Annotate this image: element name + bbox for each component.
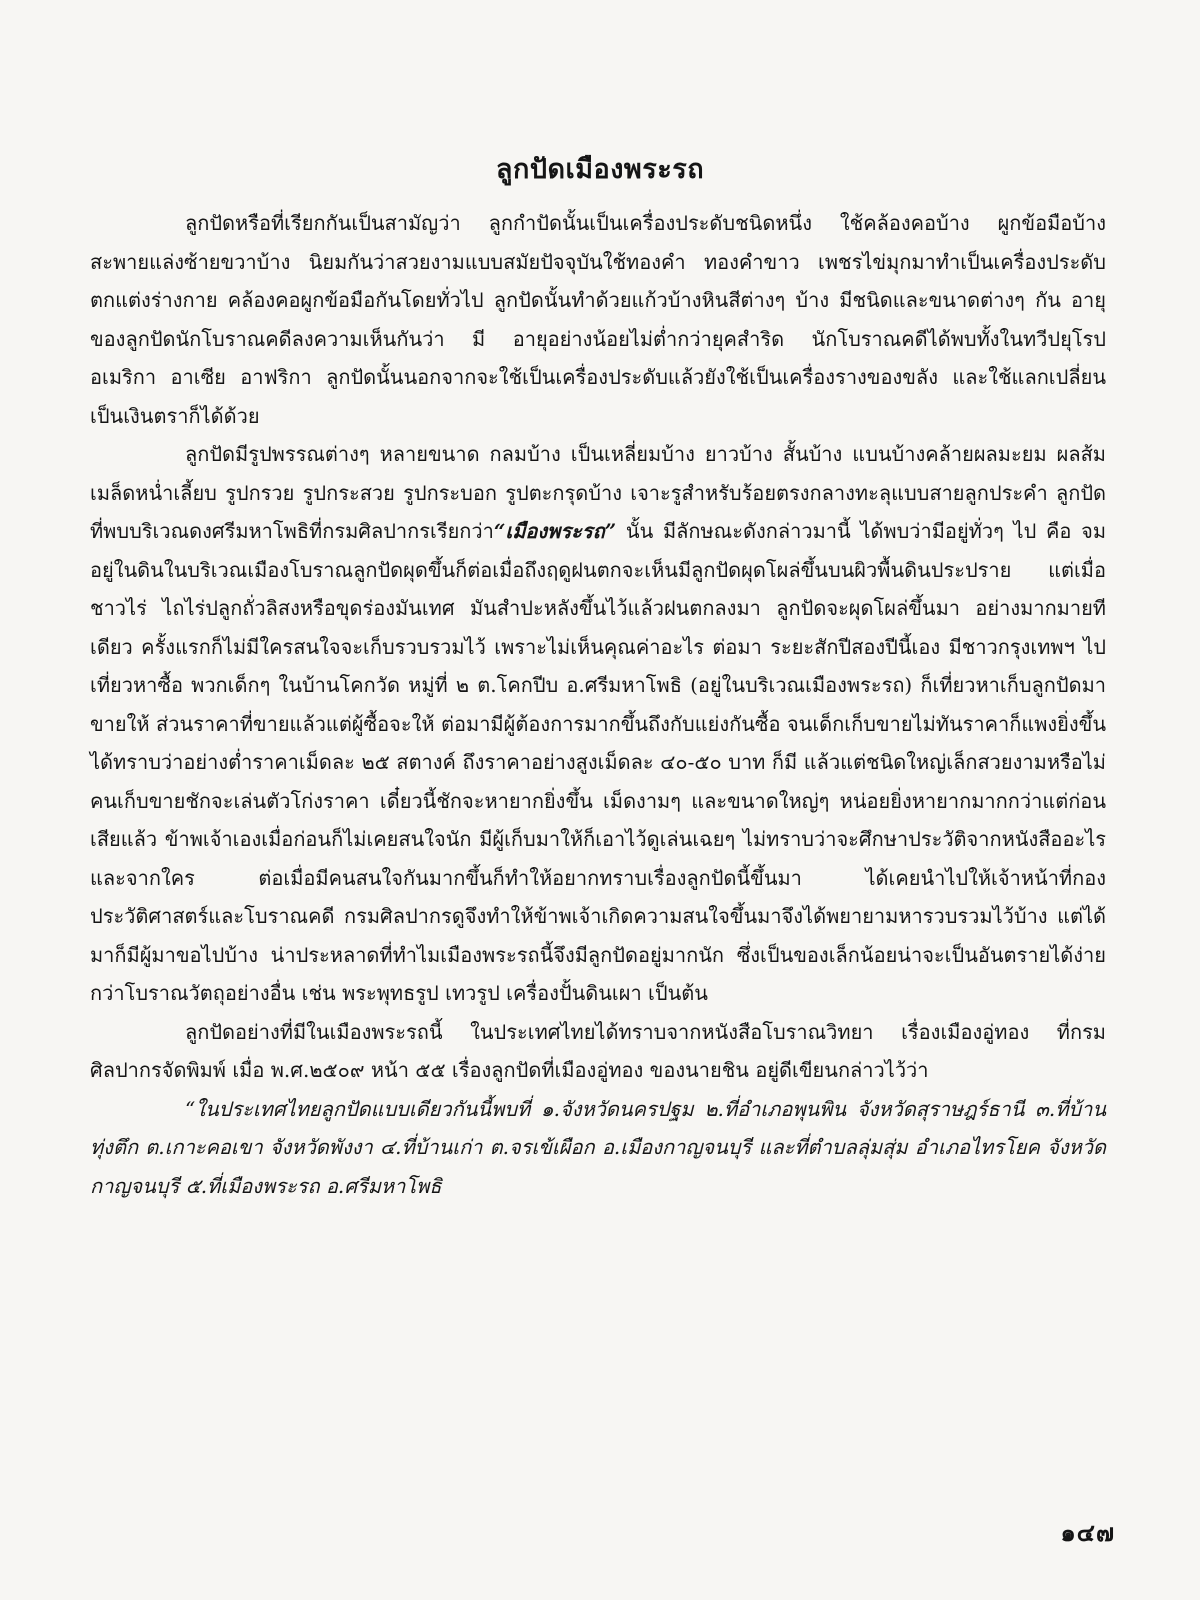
page-number: ๑๔๗	[1060, 1518, 1115, 1547]
paragraph-2-text-end: นั้น มีลักษณะดังกล่าวมานี้ ได้พบว่ามีอยู่ทั่วๆ ไป คือ จมอยู่ในดินในบริเวณเมืองโบราณลูกปัดผุดขึ้นก็ต่อเมื่อถึงฤดูฝนตกจะเห็นมีลูกปัดผุดโผล่ขึ้นบนผิวพื้นดินประปราย แต่เมื่อชาวไร่ ไถไร่ปลูกถั่วลิสงหรือขุดร่องมันเทศ มันสำปะหลังขึ้นไว้แล้วฝนตกลงมา ลูกปัดจะผุดโผล่ขึ้นมา อย่างมากมายทีเดียว ครั้งแรกก็ไม่มีใครสนใจจะเก็บรวบรวมไว้ เพราะไม่เห็นคุณค่าอะไร ต่อมา ระยะสักปีสองปีนี้เอง มีชาวกรุงเทพฯ ไปเที่ยวหาซื้อ พวกเด็กๆ ในบ้านโคกวัด หมู่ที่ ๒ ต.โคกปีบ อ.ศรีมหาโพธิ (อยู่ในบริเวณเมืองพระรถ) ก็เที่ยวหาเก็บลูกปัดมาขายให้ ส่วนราคาที่ขายแล้วแต่ผู้ซื้อจะให้ ต่อมามีผู้ต้องการมากขึ้นถึงกับแย่งกันซื้อ จนเด็กเก็บขายไม่ทันราคาก็แพงยิ่งขึ้น ได้ทราบว่าอย่างต่ำราคาเม็ดละ ๒๕ สตางค์ ถึงราคาอย่างสูงเม็ดละ ๔๐-๕๐ บาท ก็มี แล้วแต่ชนิดใหญ่เล็กสวยงามหรือไม่ คนเก็บขายชักจะเล่นตัวโก่งราคา เดี๋ยวนี้ชักจะหายากยิ่งขึ้น เม็ดงามๆ และขนาดใหญ่ๆ หน่อยยิ่งหายากมากกว่าแต่ก่อนเสียแล้ว ข้าพเจ้าเองเมื่อก่อนก็ไม่เคยสนใจนัก มีผู้เก็บมาให้ก็เอาไว้ดูเล่นเฉยๆ ไม่ทราบว่าจะศึกษาประวัติจากหนังสืออะไร และจากใคร ต่อเมื่อมีคนสนใจกันมากขึ้นก็ทำให้อยากทราบเรื่องลูกปัดนี้ขึ้นมา ได้เคยนำไปให้เจ้าหน้าที่กองประวัติศาสตร์และโบราณคดี กรมศิลปากรดูจึงทำให้ข้าพเจ้าเกิดความสนใจขึ้นมาจึงได้พยายามหารวบรวมไว้บ้าง แต่ได้มาก็มีผู้มาขอไปบ้าง น่าประหลาดที่ทำไมเมืองพระรถนี้จึงมีลูกปัดอยู่มากนัก ซึ่งเป็นของเล็กน้อยน่าจะเป็นอันตรายได้ง่ายกว่าโบราณวัตถุอย่างอื่น เช่น พระพุทธรูป เทวรูป เครื่องปั้นดินเผา เป็นต้น	[90, 519, 1106, 1005]
paragraph-3: ลูกปัดอย่างที่มีในเมืองพระรถนี้ ในประเทศไทยได้ทราบจากหนังสือโบราณวิทยา เรื่องเมืองอู่ทอง ที่กรมศิลปากรจัดพิมพ์ เมื่อ พ.ศ.๒๕๐๙ หน้า ๕๕ เรื่องลูกปัดที่เมืองอู่ทอง ของนายชิน อยู่ดีเขียนกล่าวไว้ว่า	[90, 1019, 1106, 1082]
paragraph-1: ลูกปัดหรือที่เรียกกันเป็นสามัญว่า ลูกกำปัดนั้นเป็นเครื่องประดับชนิดหนึ่ง ใช้คล้องคอบ้าง ผูกข้อมือบ้าง สะพายแล่งซ้ายขวาบ้าง นิยมกันว่าสวยงามแบบสมัยปัจจุบันใช้ทองคำ ทองคำขาว เพชรไข่มุกมาทำเป็นเครื่องประดับตกแต่งร่างกาย คล้องคอผูกข้อมือกันโดยทั่วไป ลูกปัดนั้นทำด้วยแก้วบ้างหินสีต่างๆ บ้าง มีชนิดและขนาดต่างๆ กัน อายุของลูกปัดนักโบราณคดีลงความเห็นกันว่า มี อายุอย่างน้อยไม่ต่ำกว่ายุคสำริด นักโบราณคดีได้พบทั้งในทวีปยุโรป อเมริกา อาเซีย อาฟริกา ลูกปัดนั้นนอกจากจะใช้เป็นเครื่องประดับแล้วยังใช้เป็นเครื่องรางของขลัง และใช้แลกเปลี่ยนเป็นเงินตราก็ได้ด้วย	[90, 211, 1106, 428]
quoted-paragraph: “ในประเทศไทยลูกปัดแบบเดียวกันนี้พบที่ ๑.จังหวัดนครปฐม ๒.ที่อำเภอพุนพิน จังหวัดสุราษฎร์ธานี ๓.ที่บ้านทุ่งตึก ต.เกาะคอเขา จังหวัดพังงา ๔.ที่บ้านเก่า ต.จรเข้เผือก อ.เมืองกาญจนบุรี และที่ตำบลลุ่มสุ่ม อำเภอไทรโยค จังหวัดกาญจนบุรี ๕.ที่เมืองพระรถ อ.ศรีมหาโพธิ	[90, 1096, 1106, 1198]
body-text	[90, 204, 1106, 1205]
page-title: ลูกปัดเมืองพระรถ	[495, 154, 705, 185]
emphasis-mueang-phra-rot: “เมืองพระรถ”	[493, 519, 617, 543]
paragraph-2-text-start: ลูกปัดมีรูปพรรณต่างๆ หลายขนาด กลมบ้าง เป็นเหลี่ยมบ้าง ยาวบ้าง สั้นบ้าง แบนบ้างคล้ายผลมะยม ผลส้ม เมล็ดหน่ำเลี้ยบ รูปกรวย รูปกระสวย รูปกระบอก รูปตะกรุดบ้าง เจาะรูสำหรับร้อยตรงกลางทะลุแบบสายลูกประคำ ลูกปัดที่พบบริเวณดงศรีมหาโพธิที่กรมศิลปากรเรียกว่า	[90, 442, 1106, 543]
paragraph-2	[90, 435, 1106, 1013]
